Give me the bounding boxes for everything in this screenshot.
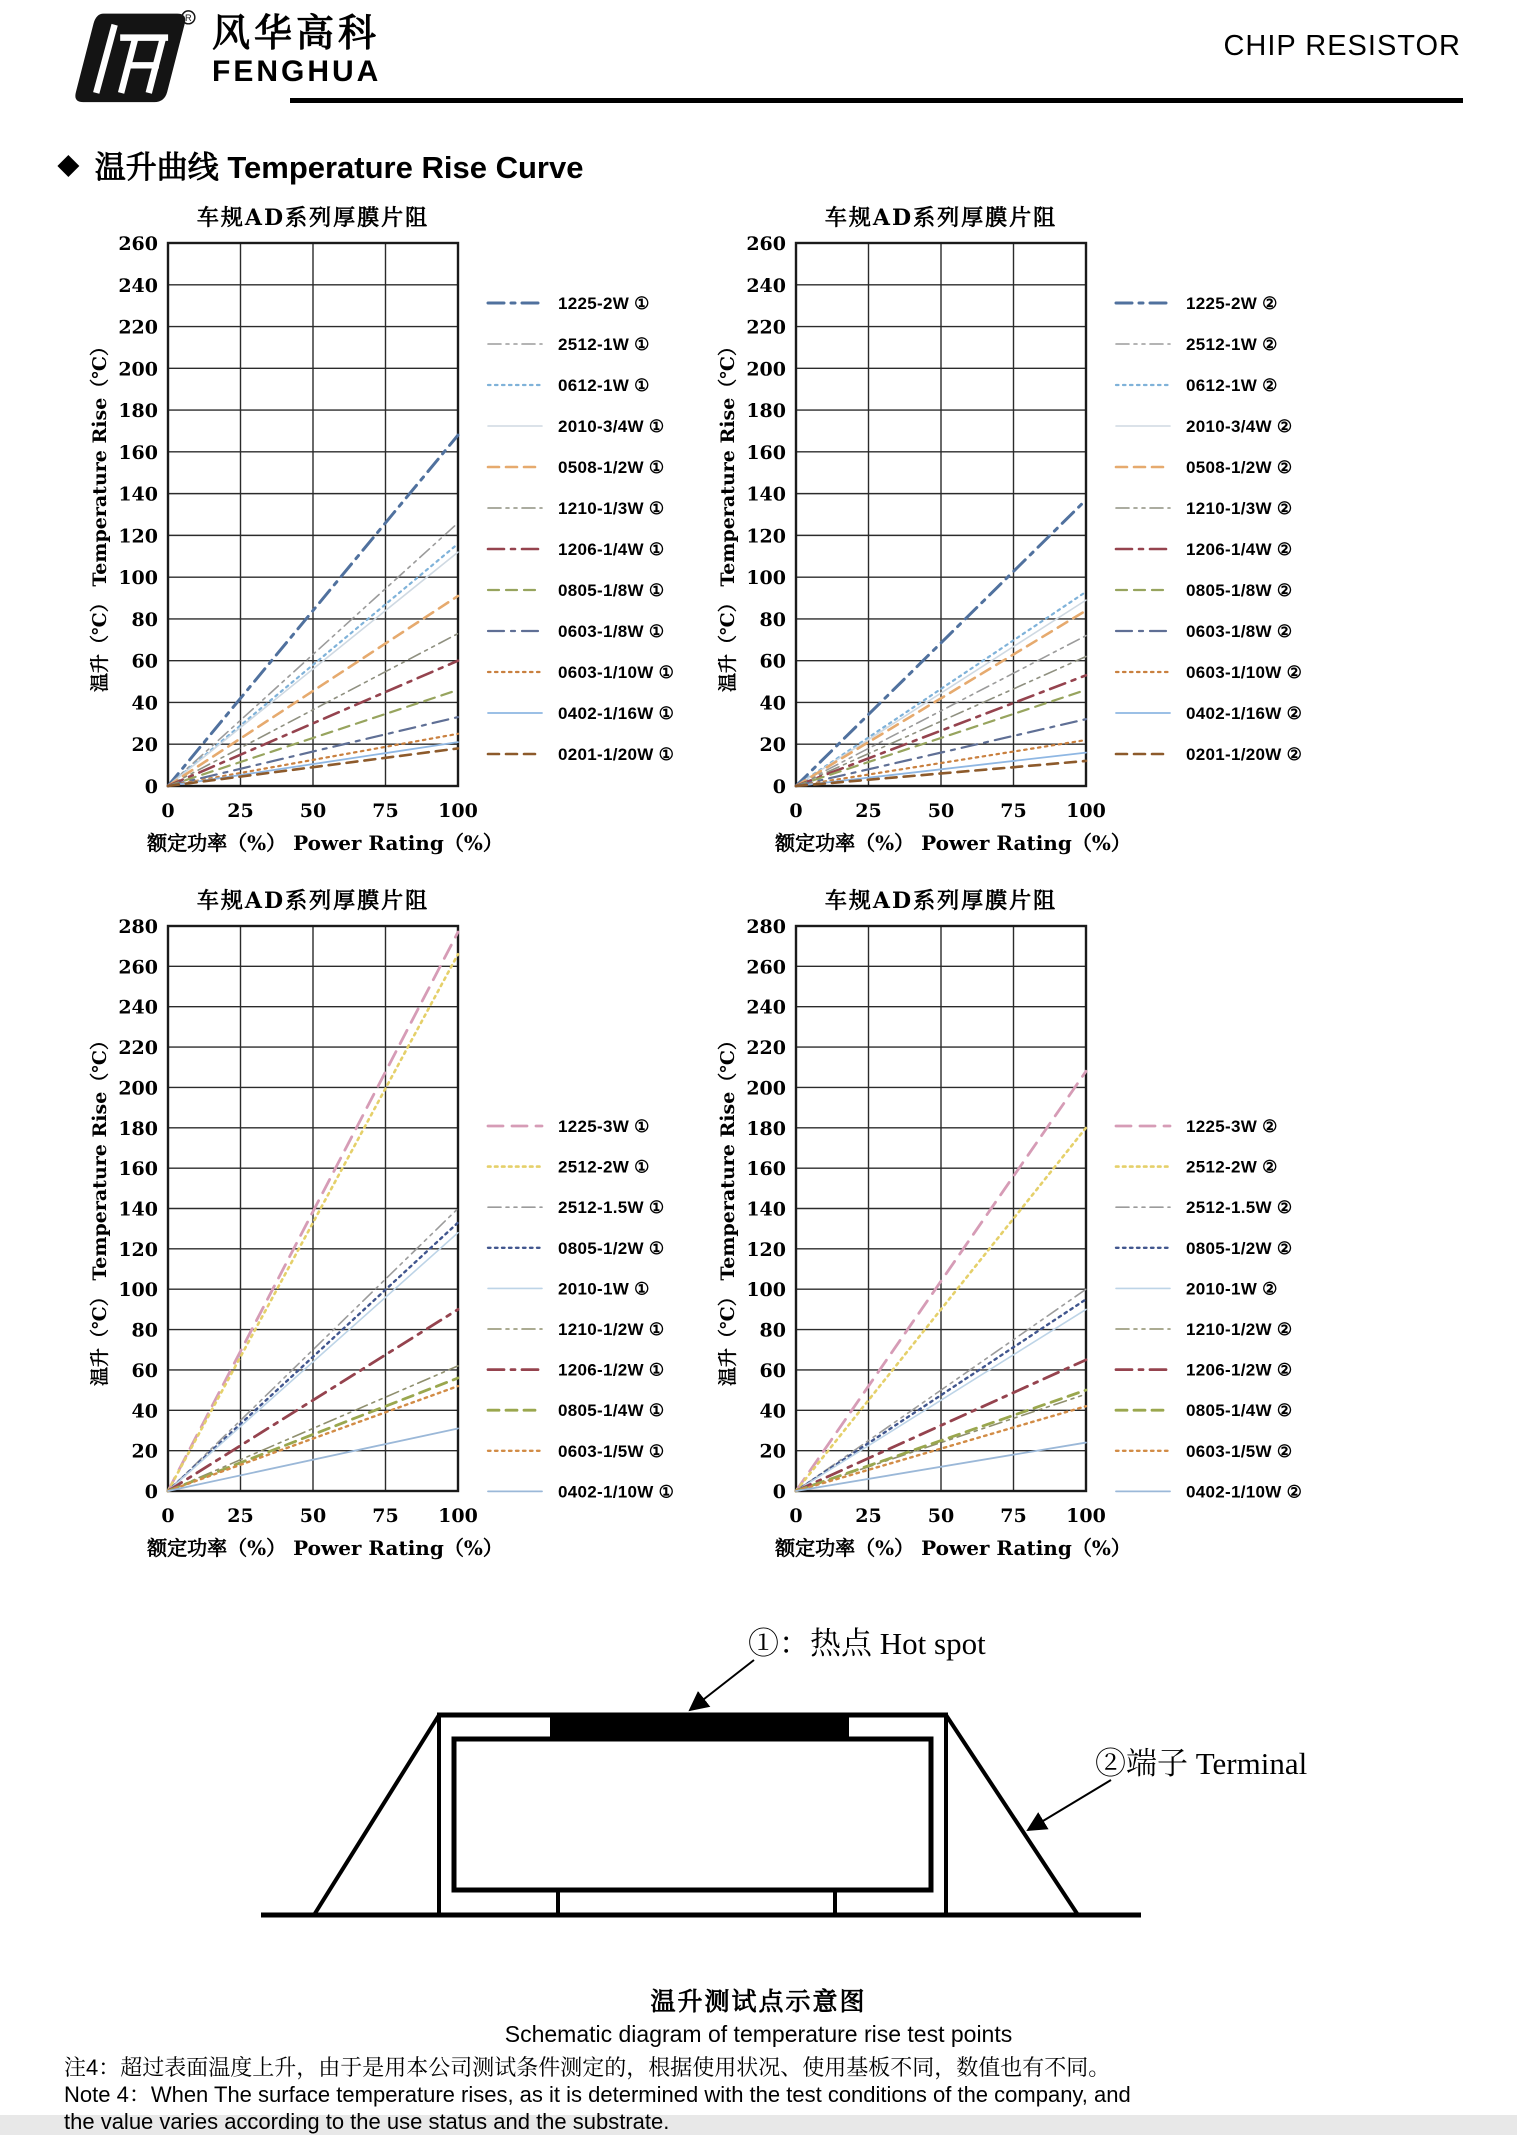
y-tick-label: 260 (118, 956, 158, 979)
y-tick-label: 140 (746, 1198, 786, 1221)
schematic-diagram (188, 1578, 1517, 1980)
x-tick-label: 50 (927, 800, 955, 822)
legend-label: 0402-1/10W ② (1186, 1482, 1303, 1502)
x-axis-label: 额定功率（%） Power Rating（%） (147, 831, 503, 855)
y-tick-label: 20 (759, 734, 786, 757)
y-tick-label: 200 (118, 358, 158, 381)
y-tick-label: 180 (118, 400, 158, 423)
y-tick-label: 140 (746, 483, 786, 506)
x-tick-label: 100 (1066, 1505, 1106, 1527)
chart-svg (80, 198, 700, 864)
fenghua-logo-icon (72, 10, 196, 104)
chart-title: 车规AD系列厚膜片阻 (824, 205, 1058, 231)
legend-label: 0805-1/8W ① (558, 581, 665, 600)
legend-label: 2010-3/4W ② (1186, 417, 1293, 436)
y-tick-label: 220 (118, 1037, 158, 1060)
y-tick-label: 160 (746, 1158, 786, 1181)
y-tick-label: 120 (118, 525, 158, 548)
legend-label: 1206-1/4W ② (1186, 540, 1293, 559)
y-tick-label: 100 (746, 567, 786, 590)
legend-label: 0402-1/10W ① (558, 1482, 675, 1502)
y-tick-label: 120 (746, 525, 786, 548)
x-tick-label: 25 (227, 800, 254, 822)
legend-label: 0805-1/8W ② (1186, 581, 1293, 600)
y-tick-label: 0 (772, 1481, 786, 1503)
footnote-line-cn: 注4：超过表面温度上升，由于是用本公司测试条件测定的，根据使用状况、使用基板不同，数值也有不同。 (64, 2055, 1111, 2080)
legend-label: 2512-1.5W ① (558, 1198, 665, 1218)
legend-label: 0805-1/2W ① (558, 1238, 665, 1258)
legend-label: 1210-1/2W ② (1186, 1320, 1293, 1339)
y-tick-label: 260 (746, 233, 786, 255)
temperature-rise-chart-hotspot-3w (80, 881, 708, 1574)
y-tick-label: 220 (746, 316, 786, 339)
y-tick-label: 180 (746, 400, 786, 423)
section-title-text: 温升曲线 Temperature Rise Curve (94, 149, 584, 185)
legend-label: 0201-1/20W ② (1186, 745, 1303, 764)
brand-name-cn: 风华高科 (212, 13, 381, 55)
legend-label: 2512-1W ② (1186, 335, 1278, 354)
y-tick-label: 80 (131, 608, 158, 631)
legend-label: 1210-1/3W ① (558, 499, 665, 518)
y-tick-label: 40 (131, 1400, 158, 1423)
x-tick-label: 75 (1000, 1505, 1027, 1527)
y-tick-label: 240 (746, 996, 786, 1019)
hot-spot-bar (550, 1717, 849, 1739)
temperature-rise-chart-hotspot-2w (80, 198, 708, 869)
hotspot-label: ①：热点 Hot spot (748, 1626, 986, 1661)
y-tick-label: 160 (118, 1158, 158, 1181)
terminal-slant-left (314, 1715, 439, 1915)
legend-label: 1225-2W ① (558, 294, 650, 313)
legend-label: 2512-1.5W ② (1186, 1198, 1293, 1218)
legend-label: 1206-1/2W ② (1186, 1360, 1293, 1380)
arrow-to-hotspot (690, 1660, 754, 1710)
x-tick-label: 100 (1066, 800, 1106, 822)
document-title: CHIP RESISTOR (1223, 30, 1461, 62)
x-tick-label: 25 (855, 800, 882, 822)
schematic-caption-cn: 温升测试点示意图 (650, 1988, 867, 2016)
y-tick-label: 240 (118, 274, 158, 297)
chart-title: 车规AD系列厚膜片阻 (824, 888, 1058, 914)
legend-label: 2512-2W ① (558, 1157, 650, 1177)
y-tick-label: 60 (131, 1359, 158, 1382)
legend-label: 0603-1/5W ② (1186, 1441, 1293, 1461)
legend-label: 1225-2W ② (1186, 294, 1278, 313)
x-tick-label: 75 (372, 1505, 399, 1527)
y-tick-label: 200 (118, 1077, 158, 1100)
legend-label: 0603-1/8W ① (558, 622, 665, 641)
chart-svg (80, 881, 700, 1569)
y-tick-label: 240 (746, 274, 786, 297)
footnote-line-en-2: the value varies according to the use status and the substrate. (64, 2108, 670, 2134)
arrow-to-terminal (1028, 1780, 1111, 1830)
y-axis-label: 温升（℃） Temperature Rise（℃） (89, 336, 111, 693)
y-tick-label: 120 (118, 1238, 158, 1261)
y-tick-label: 100 (118, 567, 158, 590)
legend-label: 0402-1/16W ② (1186, 704, 1303, 723)
x-tick-label: 25 (855, 1505, 882, 1527)
y-tick-label: 20 (131, 734, 158, 757)
legend-label: 0402-1/16W ① (558, 704, 675, 723)
y-tick-label: 160 (118, 441, 158, 464)
header-rule (290, 98, 1463, 103)
x-tick-label: 0 (161, 1505, 175, 1527)
x-axis-label: 额定功率（%） Power Rating（%） (775, 1536, 1131, 1560)
y-tick-label: 220 (746, 1037, 786, 1060)
legend-label: 1225-3W ① (558, 1117, 650, 1136)
diamond-bullet-icon: ◆ (58, 148, 79, 179)
x-tick-label: 50 (299, 1505, 327, 1527)
chart-legend (1116, 1117, 1302, 1501)
legend-label: 2010-1W ① (558, 1279, 650, 1299)
section-title (58, 144, 1517, 184)
y-tick-label: 20 (759, 1440, 786, 1463)
y-tick-label: 0 (144, 776, 158, 798)
y-tick-label: 100 (118, 1279, 158, 1302)
x-tick-label: 50 (299, 800, 327, 822)
terminal-slant-right (946, 1715, 1078, 1915)
chart-title: 车规AD系列厚膜片阻 (196, 888, 430, 914)
y-tick-label: 160 (746, 441, 786, 464)
chart-legend (488, 294, 674, 764)
y-tick-label: 120 (746, 1238, 786, 1261)
x-tick-label: 75 (1000, 800, 1027, 822)
x-tick-label: 0 (161, 800, 175, 822)
chart-title: 车规AD系列厚膜片阻 (196, 205, 430, 231)
legend-label: 0603-1/10W ② (1186, 663, 1303, 682)
y-tick-label: 80 (759, 1319, 786, 1342)
x-tick-label: 100 (438, 800, 478, 822)
footnote-line-en-1: Note 4：When The surface temperature rises, as it is determined with the test conditions of the company, and (64, 2081, 1131, 2107)
legend-label: 2512-2W ② (1186, 1157, 1278, 1177)
y-tick-label: 60 (131, 650, 158, 673)
chart-legend (1116, 294, 1302, 764)
y-tick-label: 260 (118, 233, 158, 255)
y-tick-label: 80 (759, 608, 786, 631)
y-axis-label: 温升（℃） Temperature Rise（℃） (717, 1030, 739, 1387)
x-tick-label: 25 (227, 1505, 254, 1527)
y-tick-label: 280 (118, 916, 158, 938)
y-tick-label: 40 (759, 1400, 786, 1423)
legend-label: 0603-1/10W ① (558, 663, 675, 682)
legend-label: 2010-3/4W ① (558, 417, 665, 436)
terminal-label: ②端子 Terminal (1095, 1746, 1308, 1781)
chart-svg (708, 881, 1328, 1569)
y-tick-label: 20 (131, 1440, 158, 1463)
x-tick-label: 75 (372, 800, 399, 822)
y-tick-label: 140 (118, 483, 158, 506)
brand-name-en: FENGHUA (212, 54, 382, 88)
y-tick-label: 200 (746, 358, 786, 381)
schematic-svg (188, 1578, 1428, 1978)
legend-label: 0508-1/2W ② (1186, 458, 1293, 477)
resistor-body (454, 1739, 931, 1890)
chart-legend (488, 1117, 674, 1501)
schematic-caption-en: Schematic diagram of temperature rise test points (504, 2021, 1013, 2047)
y-tick-label: 280 (746, 916, 786, 938)
legend-label: 1210-1/3W ② (1186, 499, 1293, 518)
y-axis-label: 温升（℃） Temperature Rise（℃） (89, 1030, 111, 1387)
svg-text:R: R (185, 13, 192, 24)
legend-label: 0612-1W ② (1186, 376, 1278, 395)
legend-label: 1210-1/2W ① (558, 1320, 665, 1339)
legend-label: 0612-1W ① (558, 376, 650, 395)
legend-label: 0805-1/2W ② (1186, 1238, 1293, 1258)
legend-label: 2010-1W ② (1186, 1279, 1278, 1299)
legend-label: 1206-1/2W ① (558, 1360, 665, 1380)
y-tick-label: 100 (746, 1279, 786, 1302)
legend-label: 0603-1/5W ① (558, 1441, 665, 1461)
y-tick-label: 260 (746, 956, 786, 979)
legend-label: 0805-1/4W ② (1186, 1401, 1293, 1421)
footnote (64, 2055, 1517, 2135)
x-axis-label: 额定功率（%） Power Rating（%） (775, 831, 1131, 855)
legend-label: 0603-1/8W ② (1186, 622, 1293, 641)
x-tick-label: 50 (927, 1505, 955, 1527)
y-tick-label: 180 (118, 1117, 158, 1140)
x-tick-label: 100 (438, 1505, 478, 1527)
y-tick-label: 140 (118, 1198, 158, 1221)
legend-label: 2512-1W ① (558, 335, 650, 354)
brand-text (212, 14, 381, 87)
page-header (0, 0, 1517, 104)
x-axis-label: 额定功率（%） Power Rating（%） (147, 1536, 503, 1560)
y-tick-label: 200 (746, 1077, 786, 1100)
y-tick-label: 40 (759, 692, 786, 715)
y-tick-label: 40 (131, 692, 158, 715)
legend-label: 1206-1/4W ① (558, 540, 665, 559)
y-tick-label: 60 (759, 1359, 786, 1382)
charts-grid (0, 198, 1517, 1574)
legend-label: 0805-1/4W ① (558, 1401, 665, 1421)
y-tick-label: 240 (118, 996, 158, 1019)
fenghua-logo (72, 10, 381, 104)
y-tick-label: 0 (772, 776, 786, 798)
x-tick-label: 0 (789, 800, 803, 822)
legend-label: 0201-1/20W ① (558, 745, 675, 764)
x-tick-label: 0 (789, 1505, 803, 1527)
legend-label: 1225-3W ② (1186, 1117, 1278, 1136)
y-tick-label: 180 (746, 1117, 786, 1140)
y-tick-label: 60 (759, 650, 786, 673)
temperature-rise-chart-terminal-2w (708, 198, 1336, 869)
y-axis-label: 温升（℃） Temperature Rise（℃） (717, 336, 739, 693)
y-tick-label: 220 (118, 316, 158, 339)
y-tick-label: 80 (131, 1319, 158, 1342)
chart-svg (708, 198, 1328, 864)
y-tick-label: 0 (144, 1481, 158, 1503)
legend-label: 0508-1/2W ① (558, 458, 665, 477)
temperature-rise-chart-terminal-3w (708, 881, 1336, 1574)
